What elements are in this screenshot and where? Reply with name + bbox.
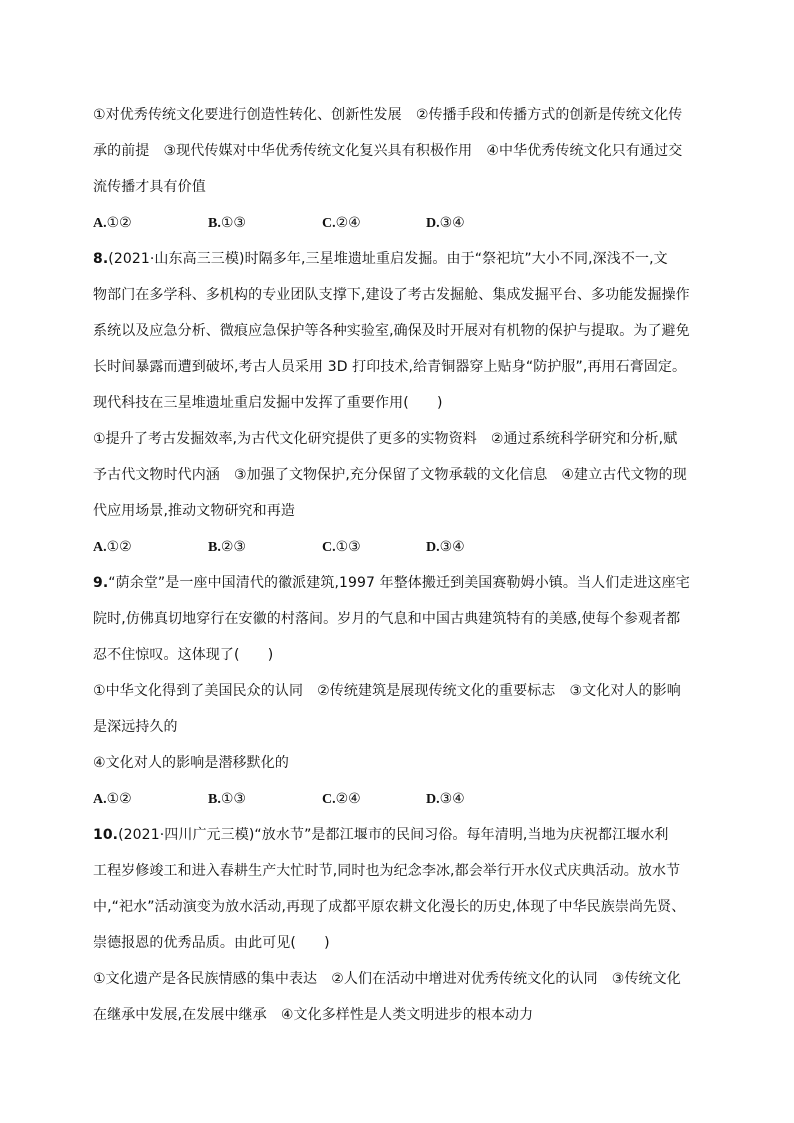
q9-option-d: D.③④ xyxy=(426,791,465,807)
q8-statement-line: 代应用场景,推动文物研究和再造 xyxy=(93,503,295,519)
q8-option-c: C.①③ xyxy=(322,539,361,555)
q9-number: 9. xyxy=(93,575,109,591)
q7-option-b: B.①③ xyxy=(208,215,246,231)
q8-stem-line: 8.(2021·山东高三三模)时隔多年,三星堆遗址重启发掘。由于“祭祀坑”大小不同,深浅不一,文 xyxy=(93,251,668,267)
q9-statement-line: ④文化对人的影响是潜移默化的 xyxy=(93,755,289,771)
q9-statement-line: 是深远持久的 xyxy=(93,719,178,735)
q8-option-d: D.③④ xyxy=(426,539,465,555)
q7-option-d: D.③④ xyxy=(426,215,465,231)
q8-number: 8. xyxy=(93,251,109,267)
q9-stem-line: 院时,仿佛真切地穿行在安徽的村落间。岁月的气息和中国古典建筑特有的美感,使每个参观者都 xyxy=(93,611,681,627)
q10-stem-line: 工程岁修竣工和进入春耕生产大忙时节,同时也为纪念李冰,都会举行开水仪式庆典活动。放水节 xyxy=(93,863,681,879)
q8-stem-line: 系统以及应急分析、微痕应急保护等各种实验室,确保及时开展对有机物的保护与提取。为了避免 xyxy=(93,323,690,339)
q7-statement-line: ①对优秀传统文化要进行创造性转化、创新性发展 ②传播手段和传播方式的创新是传统文化传 xyxy=(93,107,683,123)
q8-stem-line: 现代科技在三星堆遗址重启发掘中发挥了重要作用( ) xyxy=(93,395,443,411)
q10-stem-line: 中,“祀水”活动演变为放水活动,再现了成都平原农耕文化漫长的历史,体现了中华民族崇尚先贤、 xyxy=(93,899,686,915)
q9-statement-line: ①中华文化得到了美国民众的认同 ②传统建筑是展现传统文化的重要标志 ③文化对人的影响 xyxy=(93,683,681,699)
q10-stem-line: 崇德报恩的优秀品质。由此可见( ) xyxy=(93,935,330,951)
q10-stem-line: 10.(2021·四川广元三模)“放水节”是都江堰市的民间习俗。每年清明,当地为庆祝都江堰水利 xyxy=(93,827,669,843)
q9-stem-line: 9.“荫余堂”是一座中国清代的徽派建筑,1997 年整体搬迁到美国赛勒姆小镇。当人们走进这座宅 xyxy=(93,575,690,591)
q8-option-a: A.①② xyxy=(93,539,132,555)
q7-option-c: C.②④ xyxy=(322,215,361,231)
q7-statement-line: 承的前提 ③现代传媒对中华优秀传统文化复兴具有积极作用 ④中华优秀传统文化只有通过交 xyxy=(93,143,683,159)
q7-option-a: A.①② xyxy=(93,215,132,231)
q10-statement-line: 在继承中发展,在发展中继承 ④文化多样性是人类文明进步的根本动力 xyxy=(93,1007,534,1023)
q8-statement-line: 予古代文物时代内涵 ③加强了文物保护,充分保留了文物承载的文化信息 ④建立古代文物的现 xyxy=(93,467,687,483)
q8-stem-line: 长时间暴露而遭到破坏,考古人员采用 3D 打印技术,给青铜器穿上贴身“防护服”,再用石膏固定。 xyxy=(93,359,687,375)
q8-statement-line: ①提升了考古发掘效率,为古代文化研究提供了更多的实物资料 ②通过系统科学研究和分析,赋 xyxy=(93,431,678,447)
q9-option-b: B.①③ xyxy=(208,791,246,807)
q10-number: 10. xyxy=(93,827,119,843)
q9-stem-line: 忍不住惊叹。这体现了( ) xyxy=(93,647,274,663)
q10-statement-line: ①文化遗产是各民族情感的集中表达 ②人们在活动中增进对优秀传统文化的认同 ③传统文化 xyxy=(93,971,681,987)
q9-option-c: C.②④ xyxy=(322,791,361,807)
q9-option-a: A.①② xyxy=(93,791,132,807)
q7-statement-line: 流传播才具有价值 xyxy=(93,179,206,195)
q8-stem-line: 物部门在多学科、多机构的专业团队支撑下,建设了考古发掘舱、集成发掘平台、多功能发掘操作 xyxy=(93,287,690,303)
q8-option-b: B.②③ xyxy=(208,539,246,555)
